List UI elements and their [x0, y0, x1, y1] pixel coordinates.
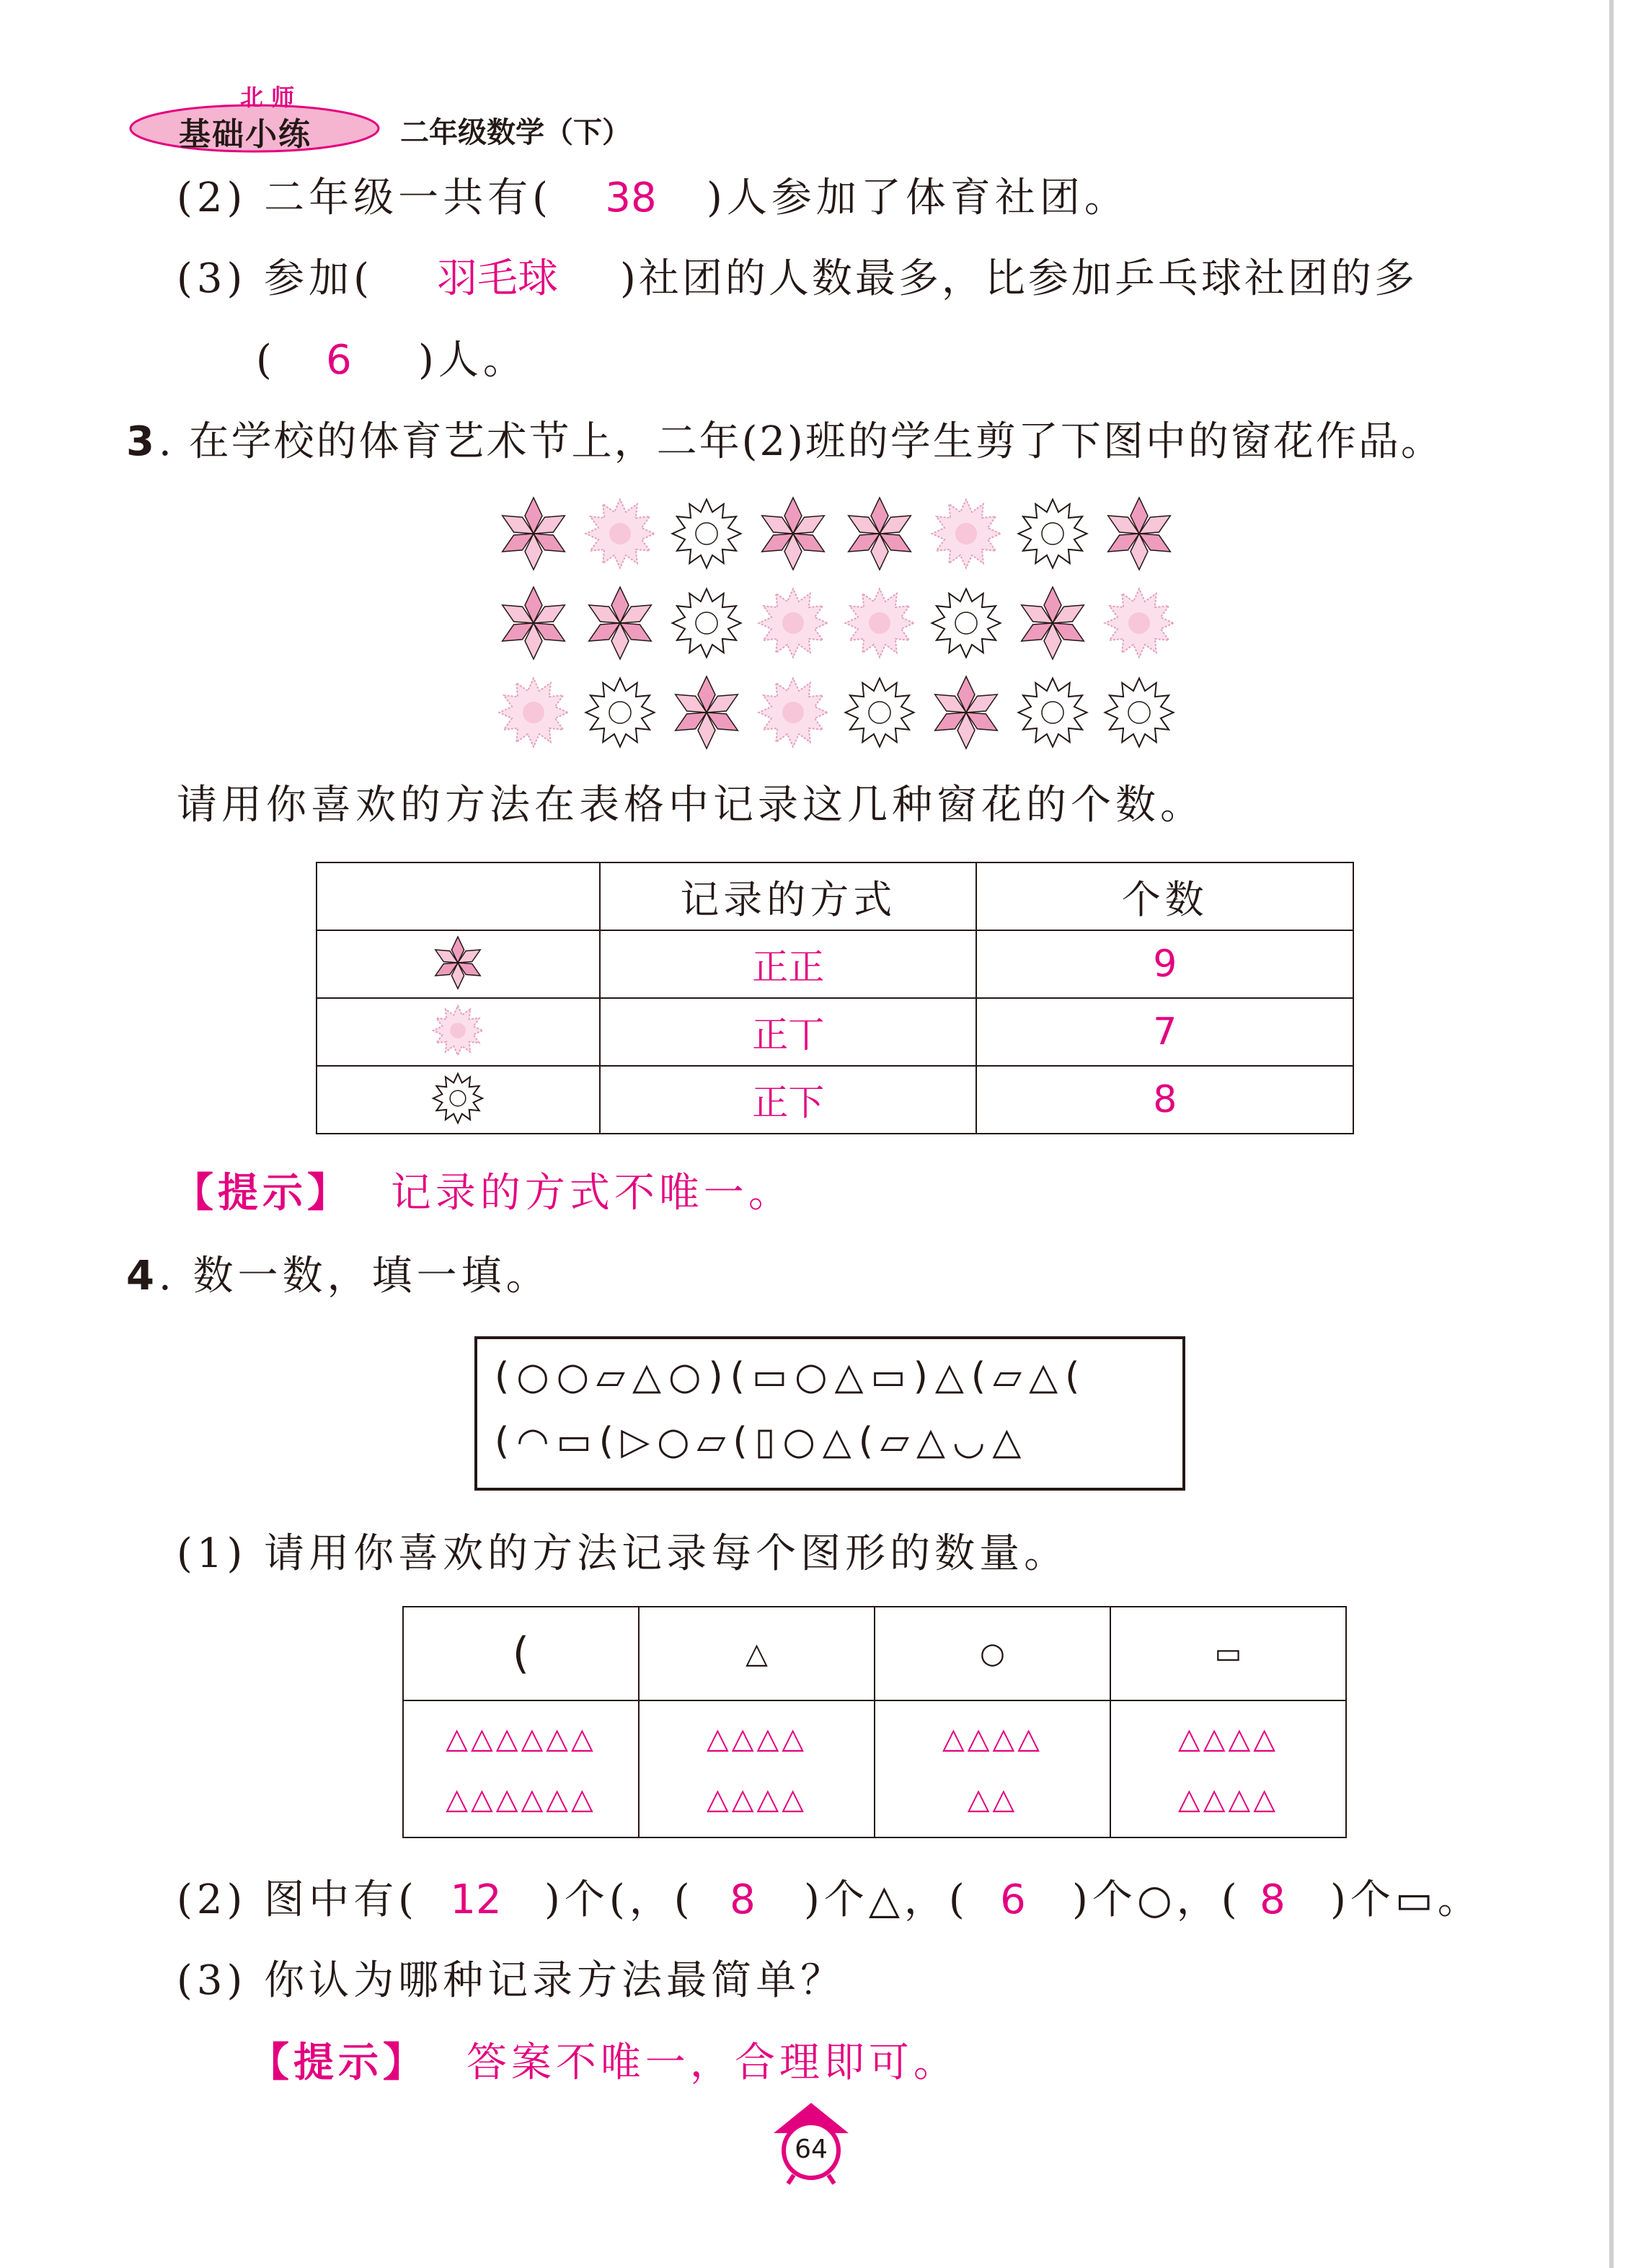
light-pink-snowflake-icon [759, 589, 828, 658]
pink-star-snowflake-icon [429, 934, 487, 992]
q4-number: 4 [126, 1253, 159, 1300]
q3-hint [173, 1168, 793, 1219]
q2-part2-suffix: )人参加了体育社团。 [707, 175, 1129, 221]
q4-tally-circle [875, 1700, 1110, 1837]
brand-top: 北 师 [240, 84, 295, 111]
q4-part2-a1: 12 [450, 1876, 502, 1923]
page-number-badge [768, 2099, 854, 2185]
q4-shape-table [402, 1606, 1347, 1838]
q3-question [126, 417, 1443, 467]
q4-header-moon: ( [403, 1607, 639, 1700]
outline-snowflake-icon [429, 1069, 487, 1127]
outline-snowflake-icon [1019, 679, 1087, 747]
pink-star-snowflake-icon [1022, 587, 1084, 659]
q3-row2-icon-cell [317, 998, 600, 1066]
q3-instruction: 请用你喜欢的方法在表格中记录这几种窗花的个数。 [177, 782, 1205, 829]
q4-part1: (1) 请用你喜欢的方法记录每个图形的数量。 [177, 1530, 1069, 1577]
page-number: 64 [795, 2135, 828, 2164]
q4-question [126, 1251, 551, 1302]
q4-hint-text: 答案不唯一，合理即可。 [466, 2039, 958, 2086]
q4-part2-a3: 6 [1000, 1876, 1026, 1923]
q2-part3-open: ( [256, 337, 276, 384]
q2-part2-answer: 38 [605, 175, 657, 221]
q3-header-empty [317, 862, 600, 930]
q3-row2-count: 7 [976, 998, 1353, 1066]
outline-snowflake-icon [673, 589, 741, 658]
q4-hint [249, 2038, 958, 2088]
q3-text: . 在学校的体育艺术节上，二年(2)班的学生剪了下图中的窗花作品。 [158, 418, 1443, 465]
q4-tally-rectangle [1110, 1700, 1346, 1837]
q2-part2: (2) 二年级一共有( [177, 175, 552, 221]
page-edge-bar [1609, 0, 1614, 2268]
outline-snowflake-icon [673, 500, 741, 568]
pink-star-snowflake-icon [503, 587, 565, 659]
outline-snowflake-icon [1105, 679, 1174, 747]
q4-tally-triangle [639, 1700, 875, 1837]
grade-title: 二年级数学（下） [400, 116, 631, 149]
pink-star-snowflake-icon [1108, 498, 1171, 570]
q4-tally-rectangle-row2: △△△△ [1177, 1783, 1279, 1816]
q4-shapes-row2: (◠▭(▷○▱(▯○△(▱△◡△ [495, 1420, 1029, 1463]
brand-main: 基础小练 [179, 116, 311, 153]
q4-tally-triangle-row2: △△△△ [706, 1783, 808, 1816]
q4-shapes-row1: (○○▱△○)(▭○△▭)△(▱△( [495, 1355, 1087, 1398]
q4-header-rectangle: ▭ [1110, 1607, 1346, 1700]
q2-part3-prefix: (3) 参加( [177, 255, 373, 302]
header-brand [128, 79, 381, 159]
q3-number: 3 [126, 418, 159, 465]
q4-part2-t1: )个(，( [544, 1876, 694, 1923]
q3-row1-tally: 正正 [600, 930, 977, 998]
q3-row1-count: 9 [976, 930, 1353, 998]
pink-star-snowflake-icon [589, 587, 652, 659]
light-pink-snowflake-icon [846, 589, 914, 658]
q4-header-triangle: △ [639, 1607, 875, 1700]
q4-part2-a2: 8 [730, 1876, 756, 1923]
q4-header-circle: ○ [875, 1607, 1110, 1700]
q3-hint-text: 记录的方式不唯一。 [390, 1170, 793, 1217]
outline-snowflake-icon [846, 679, 914, 747]
q3-row1-icon-cell [317, 930, 600, 998]
snowflake-grid [490, 490, 1197, 757]
q4-text: . 数一数，填一填。 [158, 1253, 551, 1300]
light-pink-snowflake-icon [759, 679, 828, 747]
light-pink-snowflake-icon [1105, 589, 1174, 658]
outline-snowflake-icon [1019, 500, 1087, 568]
pink-star-snowflake-icon [503, 498, 565, 570]
outline-snowflake-icon [932, 589, 1001, 658]
light-pink-snowflake-icon [586, 500, 655, 568]
q4-part3: (3) 你认为哪种记录方法最简单？ [177, 1957, 846, 2004]
q3-header-count: 个数 [976, 862, 1353, 930]
outline-snowflake-icon [586, 679, 655, 747]
q4-tally-moon [403, 1700, 639, 1837]
q4-part2-t4: )个▭。 [1330, 1876, 1482, 1923]
q4-shapes-box [474, 1336, 1185, 1491]
q2-part3-answer2: 6 [326, 337, 352, 384]
q3-header-method: 记录的方式 [600, 862, 977, 930]
q4-tally-circle-row1: △△△△ [942, 1722, 1043, 1755]
q4-tally-triangle-row1: △△△△ [706, 1722, 808, 1755]
q4-tally-moon-row1: △△△△△△ [446, 1722, 596, 1755]
q4-part2-a4: 8 [1260, 1876, 1286, 1923]
q4-tally-moon-row2: △△△△△△ [446, 1783, 596, 1816]
q3-row3-count: 8 [976, 1066, 1353, 1134]
light-pink-snowflake-icon [429, 1002, 487, 1059]
q4-hint-label: 【提示】 [249, 2039, 428, 2086]
q4-tally-circle-row2: △△ [967, 1783, 1018, 1816]
q3-row3-tally: 正下 [600, 1066, 977, 1134]
light-pink-snowflake-icon [500, 679, 568, 747]
q2-part3-close: )人。 [418, 337, 528, 384]
pink-star-snowflake-icon [849, 498, 911, 570]
q4-part2-t3: )个○，( [1072, 1876, 1242, 1923]
q3-record-table [316, 862, 1354, 1134]
q3-row2-tally: 正丅 [600, 998, 977, 1066]
q4-part2-t2: )个△，( [804, 1876, 969, 1923]
q3-hint-label: 【提示】 [173, 1170, 352, 1217]
q2-part3-suffix: )社团的人数最多，比参加乒乓球社团的多 [620, 255, 1417, 302]
q4-tally-rectangle-row1: △△△△ [1177, 1722, 1279, 1755]
q3-row3-icon-cell [317, 1066, 600, 1134]
light-pink-snowflake-icon [932, 500, 1001, 568]
pink-star-snowflake-icon [762, 498, 825, 570]
pink-star-snowflake-icon [676, 676, 738, 749]
q2-part3-answer: 羽毛球 [437, 255, 558, 302]
pink-star-snowflake-icon [935, 676, 998, 749]
q4-part2-prefix: (2) 图中有( [177, 1876, 418, 1923]
